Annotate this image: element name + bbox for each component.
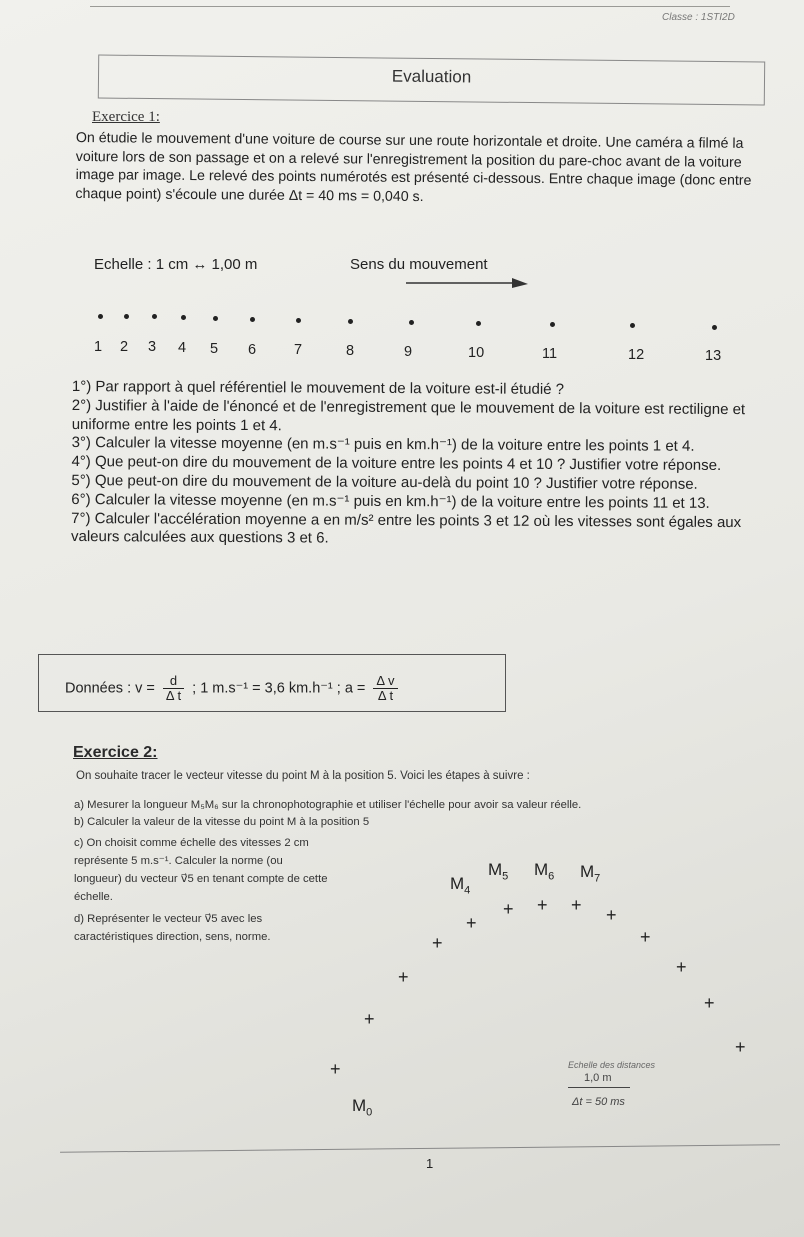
chrono-number-5: 5	[210, 341, 219, 357]
bottom-rule	[60, 1144, 780, 1153]
data-formulas	[65, 674, 402, 703]
exercise2-steps	[74, 798, 694, 832]
question-7: 7°) Calculer l'accélération moyenne a en m/s² entre les points 3 et 12 où les vitesses sont égales aux valeurs calculées aux questions 3 et 6.	[70, 509, 742, 547]
trajectory-point-5: +	[503, 899, 514, 919]
acceleration-denominator: Δ t	[377, 688, 394, 703]
chrono-point-1	[98, 314, 103, 319]
chrono-point-5	[213, 316, 218, 321]
trajectory-point-8: +	[606, 905, 617, 925]
chrono-number-11: 11	[542, 346, 558, 362]
exercise1-title: Exercice 1:	[92, 109, 160, 125]
scale-label: Echelle : 1 cm ↔ 1,00 m	[94, 256, 258, 273]
distance-scale-title: Echelle des distances	[568, 1060, 656, 1070]
trajectory-point-3: +	[432, 933, 443, 953]
chrono-point-4	[181, 315, 186, 320]
acceleration-numerator: Δ v	[373, 674, 397, 689]
chrono-point-6	[250, 317, 255, 322]
data-box	[38, 654, 506, 712]
distance-scale-value: 1,0 m	[584, 1072, 612, 1084]
chrono-number-8: 8	[346, 343, 355, 359]
label-m0: $M_0$	[352, 1096, 373, 1119]
chrono-point-12	[630, 323, 635, 328]
direction-label: Sens du mouvement	[350, 256, 488, 273]
exercise2-title: Exercice 2:	[73, 744, 158, 761]
chrono-number-3: 3	[148, 339, 157, 355]
question-5: 5°) Que peut-on dire du mouvement de la voiture au-delà du point 10 ? Justifier votre réponse.	[71, 471, 698, 493]
chrono-number-9: 9	[404, 344, 413, 360]
question-4: 4°) Que peut-on dire du mouvement de la voiture entre les points 4 et 10 ? Justifier votre réponse.	[71, 453, 722, 475]
time-interval-label: Δt = 50 ms	[572, 1096, 625, 1108]
chrono-number-12: 12	[628, 347, 645, 363]
chrono-number-1: 1	[94, 339, 103, 355]
label-m5: $M_5$	[488, 860, 509, 883]
data-label: Données : v =	[65, 680, 155, 697]
trajectory-point-10: +	[676, 957, 687, 977]
trajectory-point-1: +	[364, 1009, 375, 1029]
chrono-number-10: 10	[468, 345, 485, 361]
question-1: 1°) Par rapport à quel référentiel le mouvement de la voiture est-il étudié ?	[71, 378, 565, 399]
trajectory-point-12: +	[735, 1037, 746, 1057]
trajectory-point-7: +	[571, 895, 582, 915]
chrono-point-8	[348, 319, 353, 324]
question-3: 3°) Calculer la vitesse moyenne (en m.s⁻¹ puis en km.h⁻¹) de la voiture entre les points 1 et 4.	[71, 434, 695, 456]
step-b: b) Calculer la valeur de la vitesse du point M à la position 5	[74, 816, 370, 828]
chrono-number-13: 13	[705, 348, 722, 364]
chrono-point-3	[152, 314, 157, 319]
conversion-text: ; 1 m.s⁻¹ = 3,6 km.h⁻¹ ; a =	[192, 680, 366, 697]
trajectory-point-0: +	[330, 1059, 341, 1079]
velocity-fraction	[163, 674, 184, 703]
acceleration-fraction	[373, 674, 397, 703]
page-number: 1	[426, 1156, 434, 1171]
step-c: c) On choisit comme échelle des vitesses 2 cm représente 5 m.s⁻¹. Calculer la norme (ou longueur) du vecteur v⃗5 en tenant compte de cette échelle.	[74, 837, 328, 903]
trajectory-point-9: +	[640, 927, 651, 947]
chrono-point-13	[712, 325, 717, 330]
class-label: Classe : 1STI2D	[662, 12, 735, 23]
chrono-point-11	[550, 322, 555, 327]
exercise1-questions	[71, 378, 777, 551]
velocity-numerator: d	[163, 674, 184, 689]
chrono-point-10	[476, 321, 481, 326]
exercise2-intro: On souhaite tracer le vecteur vitesse du point M à la position 5. Voici les étapes à suivre :	[76, 770, 530, 782]
chrono-number-2: 2	[120, 339, 129, 355]
label-m7: $M_7$	[580, 862, 601, 885]
top-rule	[90, 6, 730, 7]
chrono-point-2	[124, 314, 129, 319]
step-a: a) Mesurer la longueur M₅M₆ sur la chronophotographie et utiliser l'échelle pour avoir sa valeur réelle.	[74, 799, 582, 811]
chrono-number-4: 4	[178, 340, 187, 356]
velocity-denominator: Δ t	[165, 688, 182, 703]
chrono-point-7	[296, 318, 301, 323]
question-2: 2°) Justifier à l'aide de l'énoncé et de l'enregistrement que le mouvement de la voiture est rectiligne et uniforme entre les points 1 et 4.	[71, 396, 746, 434]
question-6: 6°) Calculer la vitesse moyenne (en m.s⁻¹ puis en km.h⁻¹) de la voiture entre les points 11 et 13.	[71, 490, 710, 512]
direction-arrow-icon	[404, 270, 528, 292]
label-m6: $M_6$	[534, 860, 555, 883]
title-box	[98, 55, 765, 106]
chrono-point-9	[409, 320, 414, 325]
chrono-number-7: 7	[294, 342, 303, 358]
page-title: Evaluation	[391, 66, 472, 87]
trajectory-point-4: +	[466, 913, 477, 933]
step-d: d) Représenter le vecteur v⃗5 avec les caractéristiques direction, sens, norme.	[74, 913, 271, 943]
chrono-number-6: 6	[248, 342, 257, 358]
exercise1-intro: On étudie le mouvement d'une voiture de course sur une route horizontale et droite. Une caméra a filmé la voiture lors de son passage et on a relevé sur l'enregistrement la position du pare-choc avant de la voiture image par image. Le relevé des points numérotés est présenté ci-dessous. Entre chaque image (donc entre chaque point) s'écoule une durée Δt = 40 ms = 0,040 s.	[75, 129, 752, 205]
trajectory-point-2: +	[398, 967, 409, 987]
label-m4: $M_4$	[450, 874, 471, 897]
trajectory-point-6: +	[537, 895, 548, 915]
exercise2-steps-cd	[74, 834, 329, 946]
trajectory-point-11: +	[704, 993, 715, 1013]
distance-scale-bar	[568, 1087, 630, 1088]
